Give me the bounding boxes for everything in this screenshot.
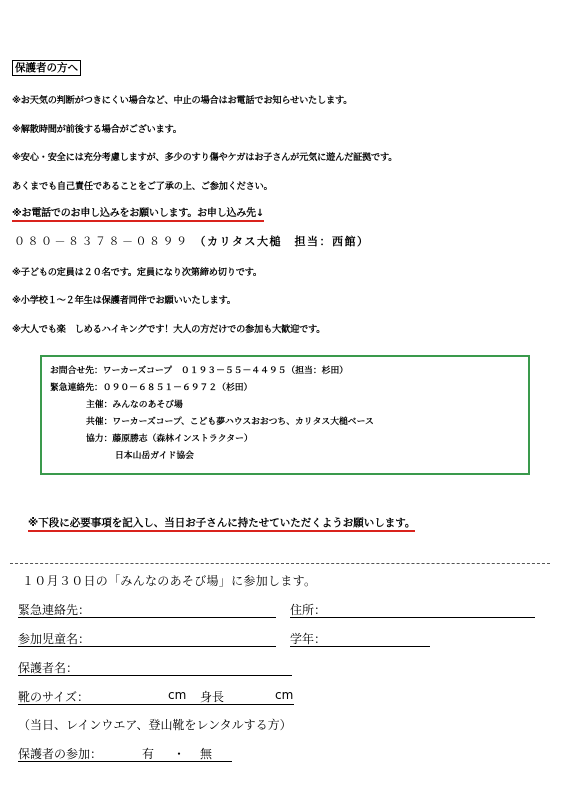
note-responsibility: あくまでも自己責任であることをご了承の上、ご参加ください。: [12, 181, 273, 192]
grade-field[interactable]: [290, 646, 430, 647]
note-capacity: ※子どもの定員は２０名です。定員になり次第締め切りです。: [12, 267, 262, 278]
guardian-participation-field: [18, 761, 232, 762]
shoe-height-field[interactable]: [18, 704, 294, 705]
apply-phone-line: [14, 233, 370, 249]
address-field[interactable]: [290, 617, 535, 618]
request-notice: [28, 515, 415, 530]
height-unit: cm: [275, 688, 294, 702]
apply-phone-detail: （カリタス大槌 担当：西館）: [194, 235, 370, 248]
emergency-contact-field[interactable]: [18, 617, 276, 618]
request-notice-text: ※下段に必要事項を記入し、当日お子さんに持たせていただくようお願いします。: [28, 517, 415, 532]
contact-cooperation: 協力：藤原勝志（森林インストラクター）: [86, 434, 253, 444]
emergency-contact-label: 緊急連絡先：: [18, 603, 91, 617]
shoe-size-label: 靴のサイズ：: [18, 690, 90, 704]
contact-cooperation-2: 日本山岳ガイド協会: [115, 451, 194, 461]
participation-no[interactable]: 無: [200, 747, 213, 761]
note-adults: ※大人でも楽 しめるハイキングです！大人の方だけでの参加も大歓迎です。: [12, 324, 326, 335]
height-label: 身長: [200, 690, 225, 704]
contact-box: [40, 355, 530, 475]
participation-yes[interactable]: 有: [142, 747, 155, 761]
grade-label: 学年：: [290, 632, 327, 646]
guardian-participation-label: 保護者の参加：: [18, 747, 103, 761]
cut-line: [10, 563, 550, 564]
section-heading: 保護者の方へ: [12, 60, 81, 76]
contact-inquiry: お問合せ先：ワーカーズコープ ０１９３－５５－４４９５（担当：杉田）: [50, 366, 349, 376]
address-label: 住所：: [290, 603, 327, 617]
child-name-label: 参加児童名：: [18, 632, 91, 646]
shoe-size-unit: cm: [168, 688, 187, 702]
apply-notice-text: ※お電話でのお申し込みをお願いします。お申し込み先↓: [12, 208, 264, 222]
note-safety: ※安心・安全には充分考慮しますが、多少のすり傷やケガはお子さんが元気に遊んだ証拠です。: [12, 152, 398, 163]
contact-host: 主催：みんなのあそび場: [86, 400, 183, 410]
participation-separator: ・: [173, 747, 186, 761]
guardian-name-label: 保護者名：: [18, 661, 79, 675]
child-name-field[interactable]: [18, 646, 276, 647]
note-dismissal: ※解散時間が前後する場合がございます。: [12, 124, 182, 135]
contact-cohost: 共催：ワーカーズコープ、こども夢ハウスおおつち、カリタス大槌ベース: [86, 417, 374, 427]
contact-emergency: 緊急連絡先：０９０－６８５１－６９７２（杉田）: [50, 383, 253, 393]
apply-notice: [12, 204, 264, 219]
form-intro: １０月３０日の「みんなのあそび場」に参加します。: [22, 574, 317, 588]
note-guardian: ※小学校１～２年生は保護者同伴でお願いいたします。: [12, 295, 236, 306]
apply-phone-number: ０８０－８３７８－０８９９: [14, 235, 190, 248]
rental-note: （当日、レインウエア、登山靴をレンタルする方）: [18, 718, 292, 732]
guardian-name-field[interactable]: [18, 675, 292, 676]
note-weather: ※お天気の判断がつきにくい場合など、中止の場合はお電話でお知らせいたします。: [12, 95, 353, 106]
